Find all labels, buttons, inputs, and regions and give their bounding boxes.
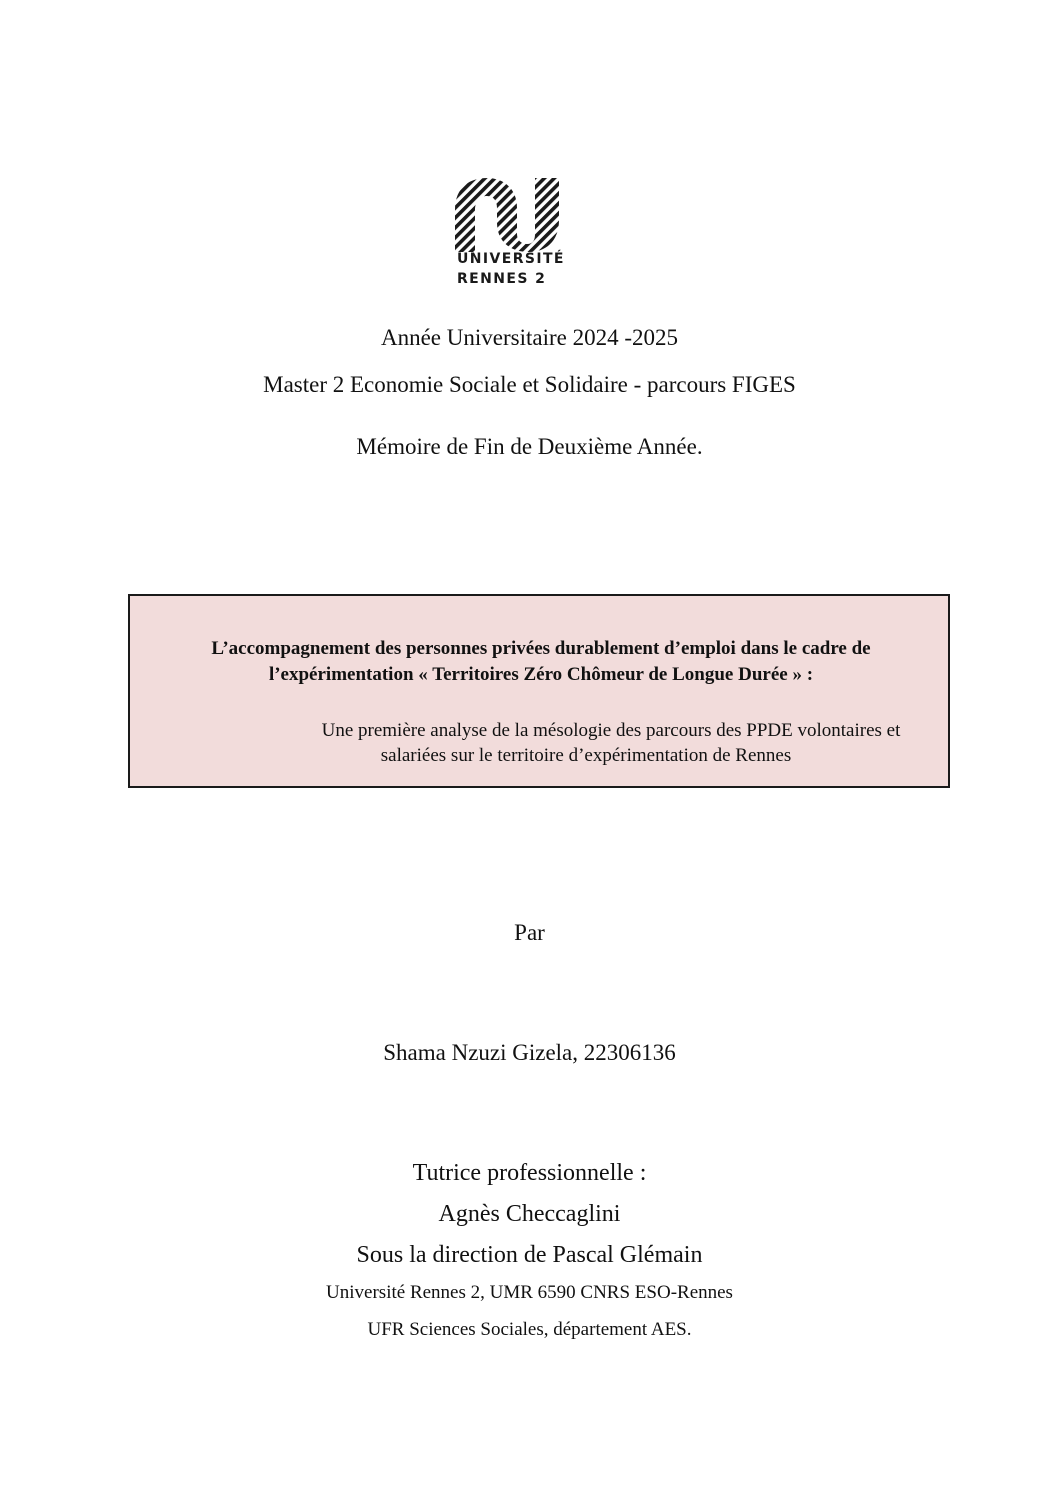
lab-line: Université Rennes 2, UMR 6590 CNRS ESO-Rennes	[326, 1282, 733, 1303]
logo-text-line1: UNIVERSITÉ	[457, 251, 565, 267]
thesis-subtitle-line1: Une première analyse de la mésologie des parcours des PPDE volontaires et	[321, 720, 901, 741]
director-line: Sous la direction de Pascal Glémain	[356, 1242, 703, 1268]
thesis-title-box	[128, 594, 950, 788]
memoir-type: Mémoire de Fin de Deuxième Année.	[356, 434, 703, 459]
thesis-subtitle-line2: salariées sur le territoire d’expérimentation de Rennes	[380, 745, 792, 766]
program-title: Master 2 Economie Sociale et Solidaire - parcours FIGES	[263, 372, 796, 397]
department-line: UFR Sciences Sociales, département AES.	[367, 1319, 692, 1340]
author-name: Shama Nzuzi Gizela, 22306136	[383, 1040, 676, 1065]
tutor-name: Agnès Checcaglini	[438, 1201, 621, 1227]
academic-year: Année Universitaire 2024 -2025	[380, 325, 678, 350]
logo-mark-icon	[447, 174, 567, 254]
thesis-title-line1: L’accompagnement des personnes privées durablement d’emploi dans le cadre de	[211, 638, 871, 659]
by-label: Par	[514, 920, 545, 945]
logo-text-line2: RENNES 2	[457, 271, 547, 287]
tutor-label: Tutrice professionnelle :	[412, 1160, 647, 1186]
thesis-title-line2: l’expérimentation « Territoires Zéro Chômeur de Longue Durée » :	[268, 664, 814, 685]
